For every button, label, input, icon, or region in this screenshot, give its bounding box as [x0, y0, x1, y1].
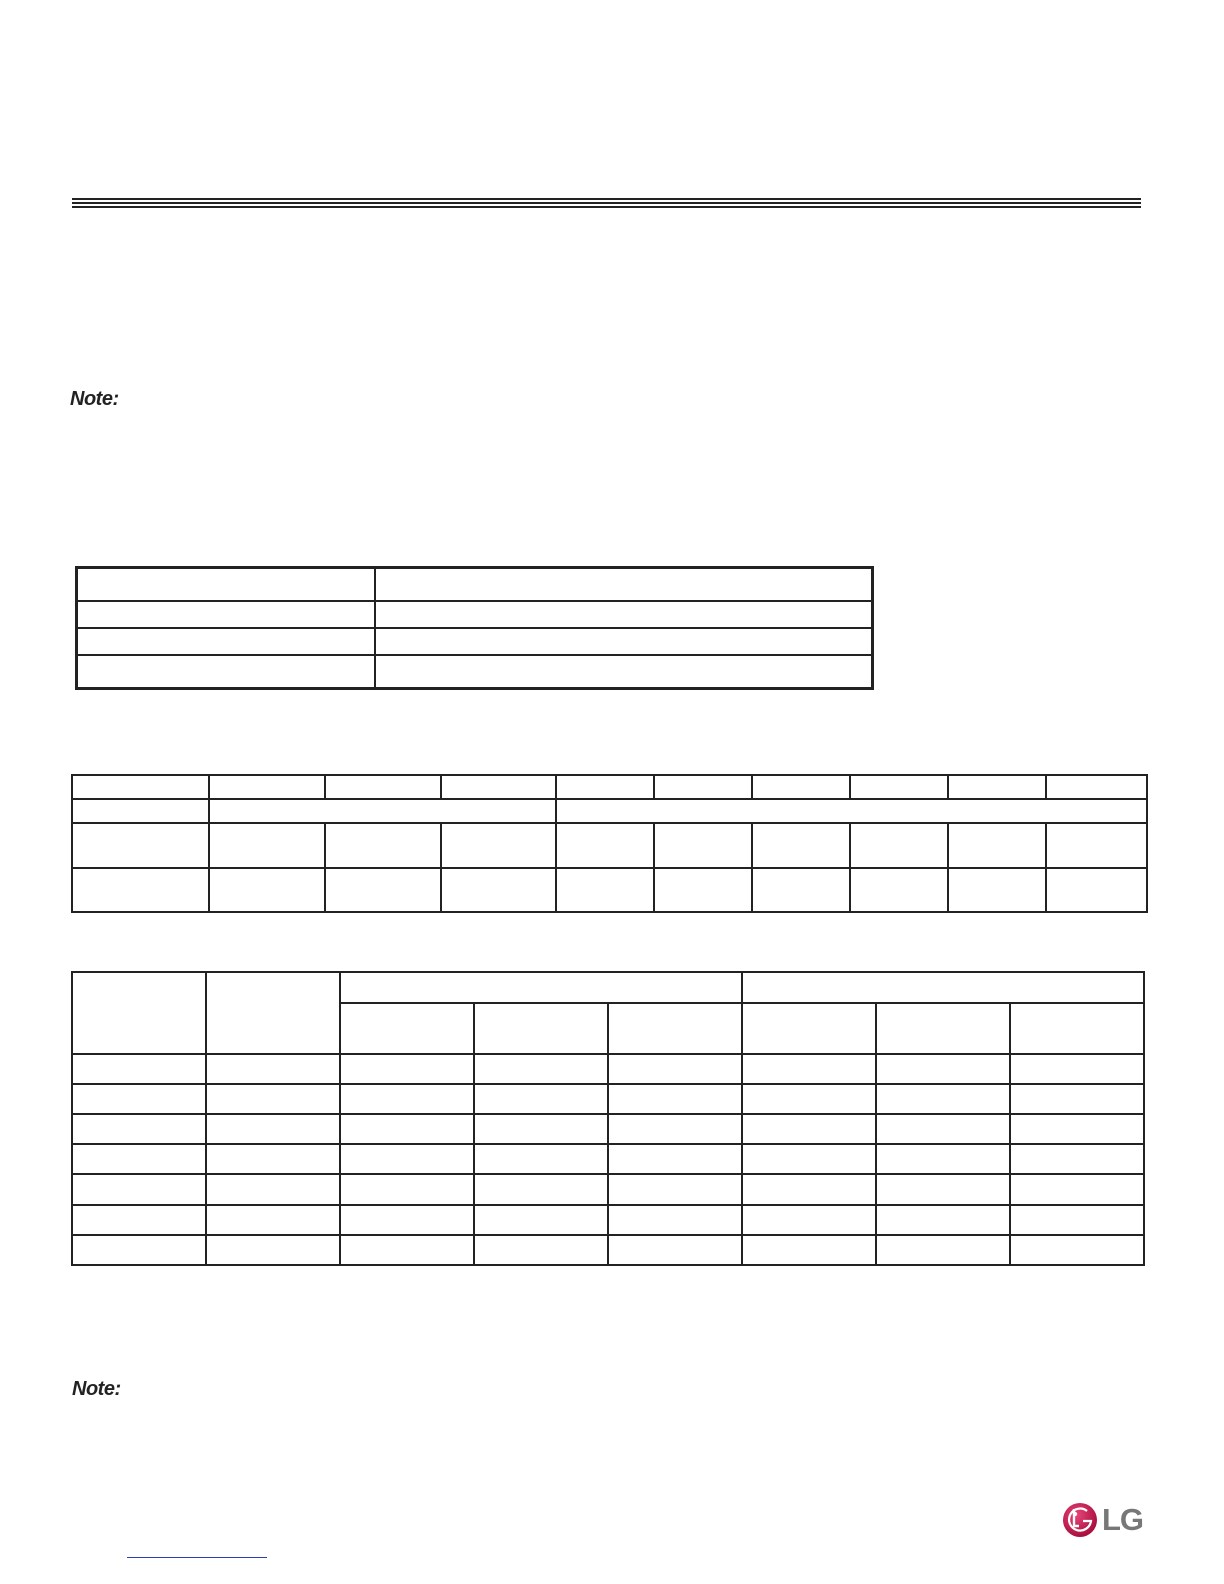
table-cell [742, 1144, 876, 1174]
table-cell [474, 1084, 608, 1114]
table-cell [325, 868, 441, 912]
table-header-row [72, 972, 1144, 1003]
table-cell [876, 1235, 1010, 1265]
table-cell-merged [556, 799, 1147, 823]
table-cell [608, 1084, 742, 1114]
table-cell [72, 1114, 206, 1144]
table-cell [608, 1114, 742, 1144]
table-cell [340, 1054, 474, 1084]
table-specs-small [75, 566, 874, 690]
table-cell [876, 1205, 1010, 1235]
table-cell [556, 868, 654, 912]
table-cell [556, 775, 654, 799]
table-cell [206, 1174, 340, 1204]
header-rule-1 [72, 198, 1141, 200]
table-cell [209, 868, 325, 912]
table-cell [752, 868, 850, 912]
table-cell [77, 655, 375, 689]
table-cell [375, 568, 873, 602]
table-row [77, 568, 873, 602]
table-cell [375, 655, 873, 689]
table-cell [742, 1054, 876, 1084]
table-cell [72, 1144, 206, 1174]
table-header-cell [206, 972, 340, 1054]
table-cell [72, 1054, 206, 1084]
note-label-bottom: Note: [72, 1378, 121, 1400]
table-cell [850, 775, 948, 799]
table-cell [556, 823, 654, 868]
table-cell [72, 1205, 206, 1235]
lg-face-icon [1062, 1502, 1098, 1538]
table-cell [654, 775, 752, 799]
table-row [72, 1114, 1144, 1144]
table-cell [340, 1174, 474, 1204]
table-cell [72, 1174, 206, 1204]
header-rule-3 [72, 206, 1141, 208]
table-header-group [340, 972, 742, 1003]
table-cell [742, 1205, 876, 1235]
table-cell [209, 775, 325, 799]
table-cell [654, 868, 752, 912]
table-cell [608, 1235, 742, 1265]
table-cell [742, 1235, 876, 1265]
table-header-cell [876, 1003, 1010, 1053]
table-cell [206, 1235, 340, 1265]
table-header-cell [340, 1003, 474, 1053]
table-cell [441, 775, 556, 799]
table-cell-merged [209, 799, 556, 823]
table-cell [608, 1174, 742, 1204]
table-header-cell [1010, 1003, 1144, 1053]
table-cell [77, 601, 375, 628]
table-cell [1010, 1054, 1144, 1084]
table-cell [948, 868, 1046, 912]
table-cell [1010, 1235, 1144, 1265]
table-cell [654, 823, 752, 868]
table-cell [608, 1144, 742, 1174]
table-header-cell [72, 972, 206, 1054]
table-cell [876, 1084, 1010, 1114]
table-cell [1010, 1174, 1144, 1204]
table-cell [742, 1084, 876, 1114]
table-cell [441, 823, 556, 868]
table-row [72, 1054, 1144, 1084]
table-cell [608, 1205, 742, 1235]
table-row [72, 1144, 1144, 1174]
table-cell [340, 1114, 474, 1144]
table-cell [340, 1144, 474, 1174]
table-cell [608, 1054, 742, 1084]
table-cell [72, 868, 209, 912]
table-cell [850, 823, 948, 868]
table-cell [72, 823, 209, 868]
table-performance [71, 971, 1145, 1266]
table-cell [1046, 823, 1147, 868]
table-cell [876, 1054, 1010, 1084]
note-label-top: Note: [70, 388, 119, 410]
table-cell [325, 775, 441, 799]
table-header-cell [742, 1003, 876, 1053]
header-rule-2 [72, 202, 1141, 204]
table-header-group [742, 972, 1144, 1003]
table-row [77, 601, 873, 628]
table-cell [375, 628, 873, 655]
table-cell [474, 1054, 608, 1084]
table-row [72, 1205, 1144, 1235]
table-cell [876, 1114, 1010, 1144]
table-cell [1046, 868, 1147, 912]
table-cell [474, 1114, 608, 1144]
table-row [72, 1084, 1144, 1114]
table-cell [325, 823, 441, 868]
table-cell [340, 1235, 474, 1265]
table-cell [752, 823, 850, 868]
table-header-cell [608, 1003, 742, 1053]
table-row [72, 868, 1147, 912]
table-cell [742, 1174, 876, 1204]
table-cell [375, 601, 873, 628]
table-cell [742, 1114, 876, 1144]
table-model-data [71, 774, 1148, 913]
table-cell [206, 1084, 340, 1114]
table-cell [77, 568, 375, 602]
table-cell [77, 628, 375, 655]
table-cell [72, 1084, 206, 1114]
table-cell [876, 1174, 1010, 1204]
table-cell [474, 1235, 608, 1265]
table-cell [1010, 1205, 1144, 1235]
table-header-cell [474, 1003, 608, 1053]
table-cell [1010, 1084, 1144, 1114]
table-cell [850, 868, 948, 912]
table-row [72, 1235, 1144, 1265]
table-cell [206, 1144, 340, 1174]
table-cell [474, 1144, 608, 1174]
table-cell [474, 1205, 608, 1235]
table-row [72, 799, 1147, 823]
table-cell [1010, 1144, 1144, 1174]
table-cell [340, 1084, 474, 1114]
table-cell [72, 775, 209, 799]
table-cell [209, 823, 325, 868]
table-row [72, 823, 1147, 868]
table-cell [1046, 775, 1147, 799]
table-cell [1010, 1114, 1144, 1144]
table-row [72, 1174, 1144, 1204]
table-row [77, 655, 873, 689]
table-cell [206, 1054, 340, 1084]
table-cell [206, 1114, 340, 1144]
table-cell [948, 775, 1046, 799]
lg-logo-text: LG [1102, 1502, 1144, 1537]
table-cell [72, 1235, 206, 1265]
table-cell [752, 775, 850, 799]
lg-logo [1062, 1500, 1146, 1540]
table-row [72, 775, 1147, 799]
table-cell [948, 823, 1046, 868]
table-cell [72, 799, 209, 823]
table-cell [876, 1144, 1010, 1174]
table-row [77, 628, 873, 655]
table-cell [441, 868, 556, 912]
table-cell [474, 1174, 608, 1204]
table-cell [206, 1205, 340, 1235]
footer-link-underline[interactable] [127, 1557, 267, 1558]
table-cell [340, 1205, 474, 1235]
